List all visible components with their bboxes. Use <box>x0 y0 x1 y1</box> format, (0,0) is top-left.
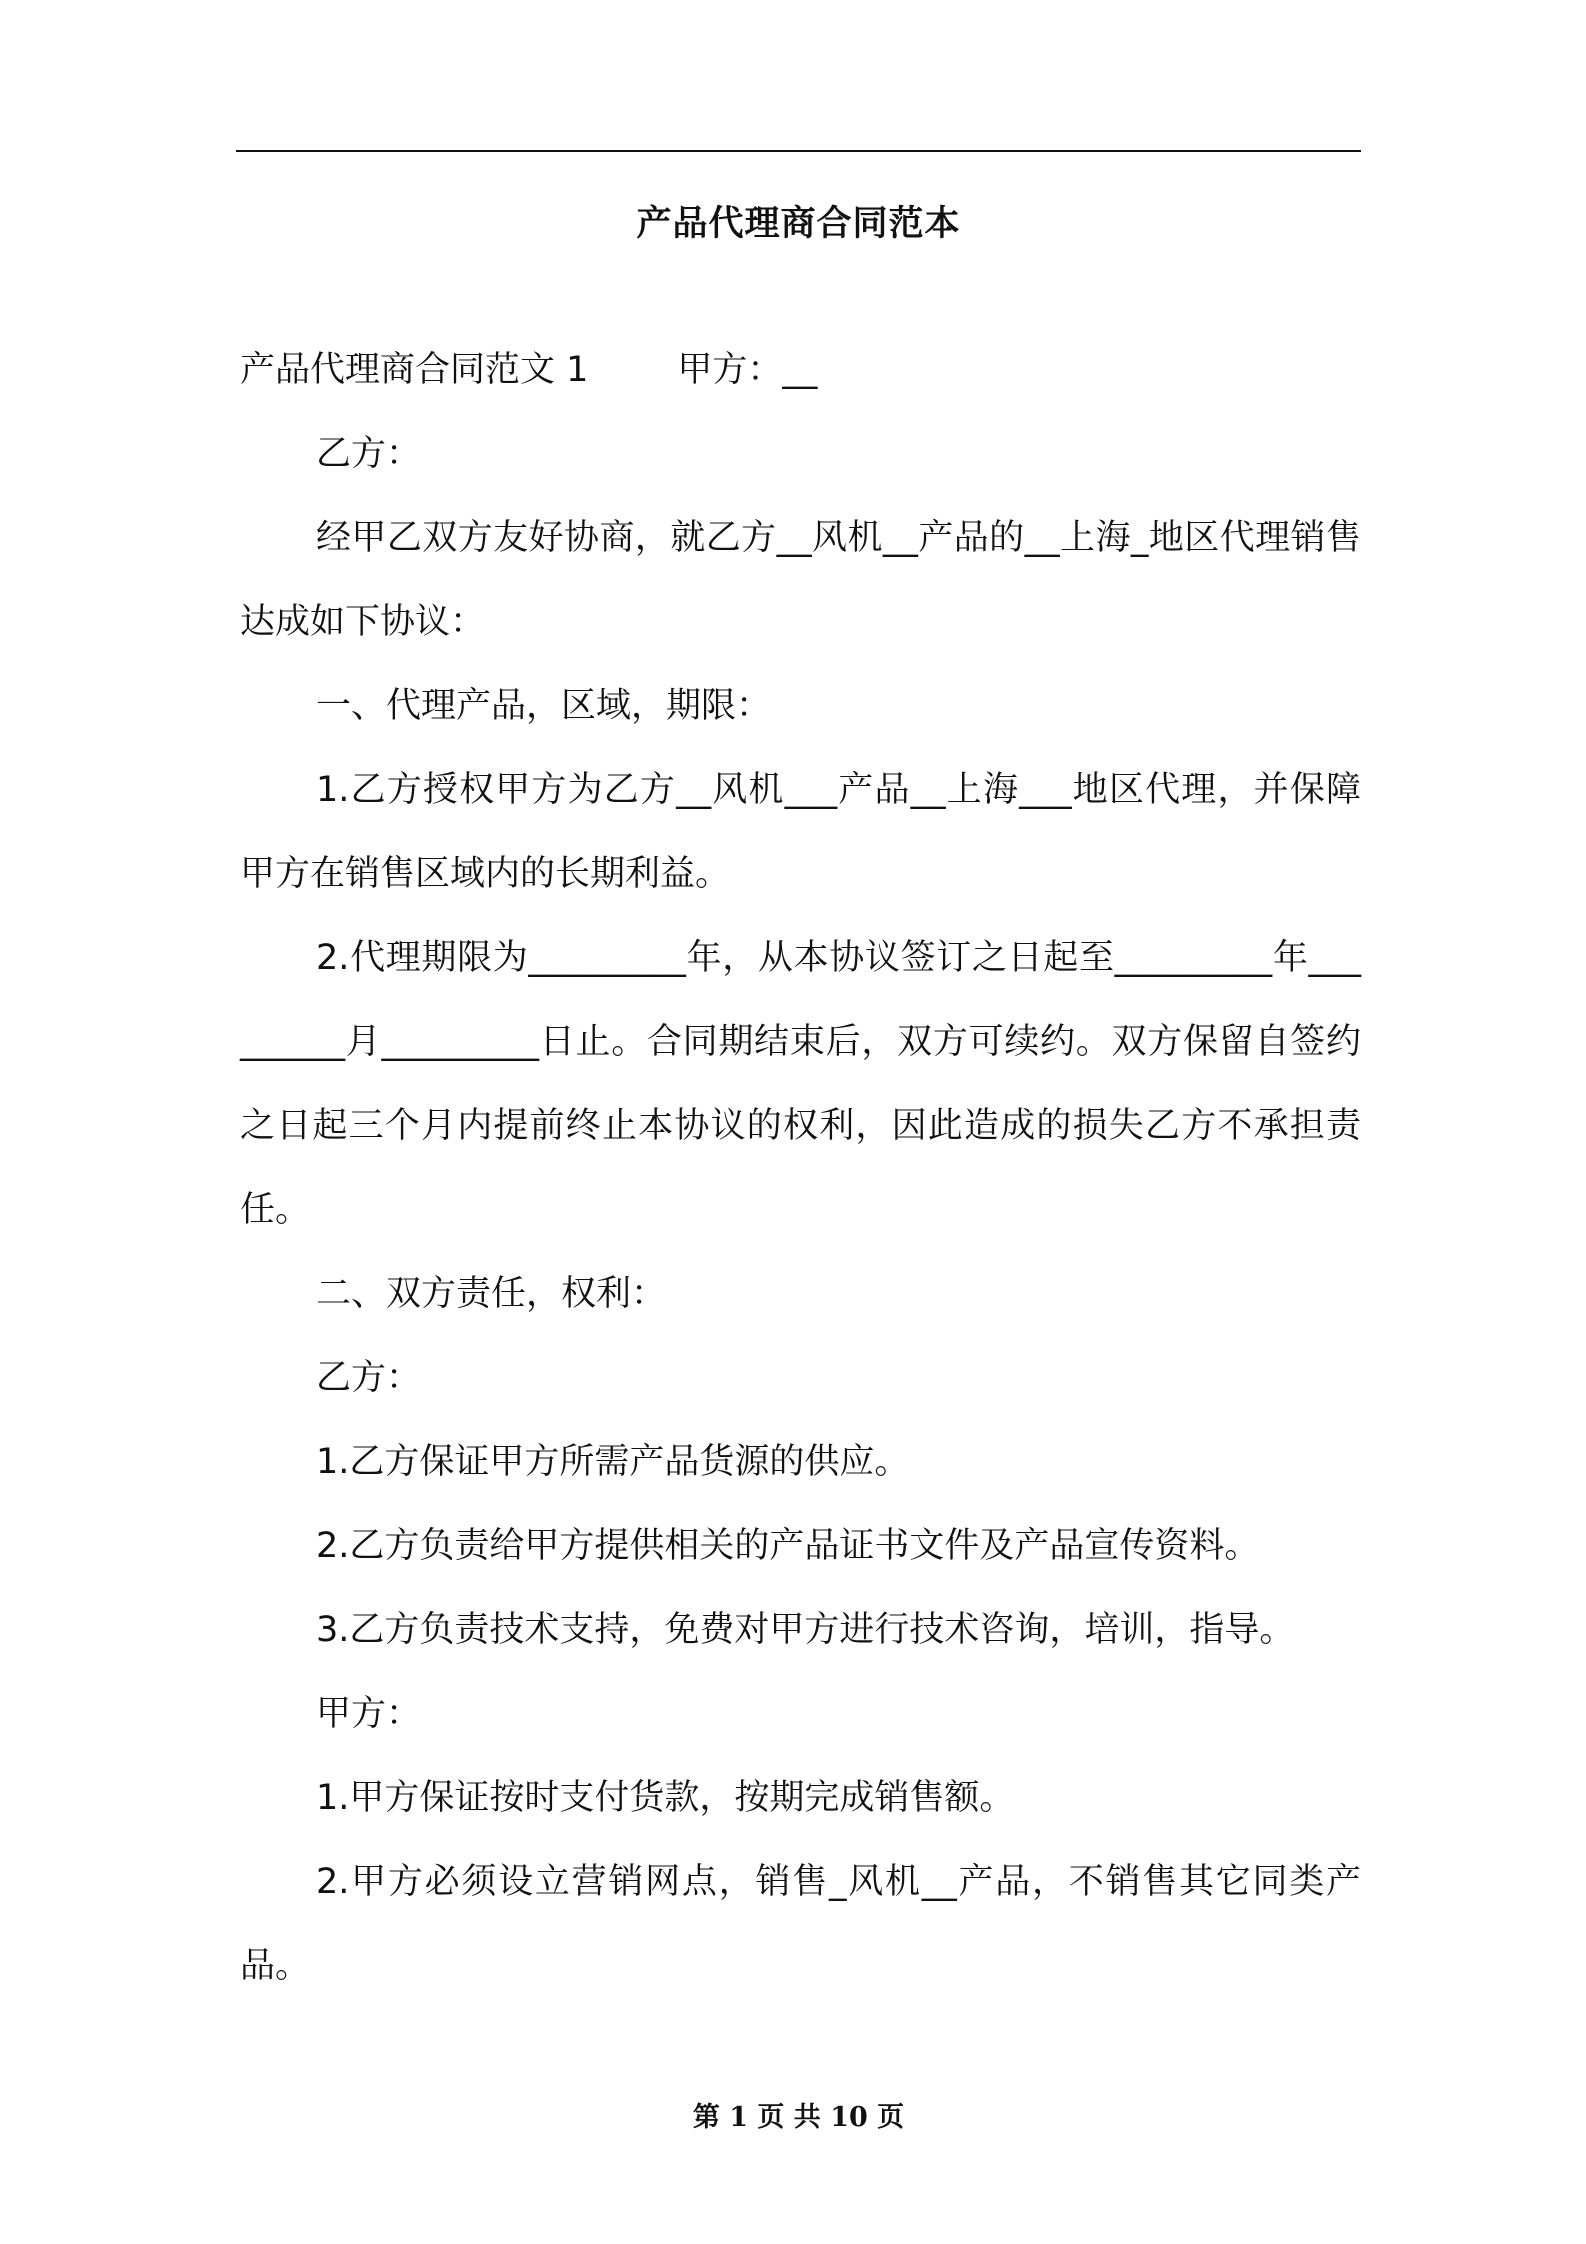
party-a-label: 甲方： <box>316 1694 422 1734</box>
document-title: 产品代理商合同范本 <box>636 204 961 244</box>
clause-b-3: 3.乙方负责技术支持，免费对甲方进行技术咨询，培训，指导。 <box>316 1610 1295 1650</box>
paragraph-agreement-intro: 经甲乙双方友好协商，就乙方__风机__产品的__上海_地区代理销售达成如下协议： <box>240 518 1361 642</box>
clause-1-1: 1.乙方授权甲方为乙方__风机___产品__上海___地区代理，并保障甲方在销售区域内的长期利益。 <box>240 770 1361 894</box>
clause-b-2: 2.乙方负责给甲方提供相关的产品证书文件及产品宣传资料。 <box>316 1526 1260 1566</box>
paragraph-heading-line: 产品代理商合同范文 1 甲方：__ <box>240 350 818 390</box>
paragraph-party-b: 乙方： <box>316 434 422 474</box>
section-heading-responsibilities: 二、双方责任，权利： <box>316 1274 667 1314</box>
section-heading-products: 一、代理产品，区域，期限： <box>316 686 772 726</box>
clause-a-1: 1.甲方保证按时支付货款，按期完成销售额。 <box>316 1778 1015 1818</box>
document-body <box>240 328 1361 2008</box>
party-b-label: 乙方： <box>316 1358 422 1398</box>
clause-a-2: 2.甲方必须设立营销网点，销售_风机__产品，不销售其它同类产品。 <box>240 1862 1361 1986</box>
page-number-footer: 第 1 页 共 10 页 <box>692 2102 905 2133</box>
header-rule <box>236 150 1361 152</box>
clause-1-2: 2.代理期限为_________年，从本协议签订之日起至_________年_________月_________日止。合同期结束后，双方可续约。双方保留自签约之日起三个月内提前终止本协议的权利，因此造成的损失乙方不承担责任。 <box>240 938 1361 1230</box>
clause-b-1: 1.乙方保证甲方所需产品货源的供应。 <box>316 1442 910 1482</box>
